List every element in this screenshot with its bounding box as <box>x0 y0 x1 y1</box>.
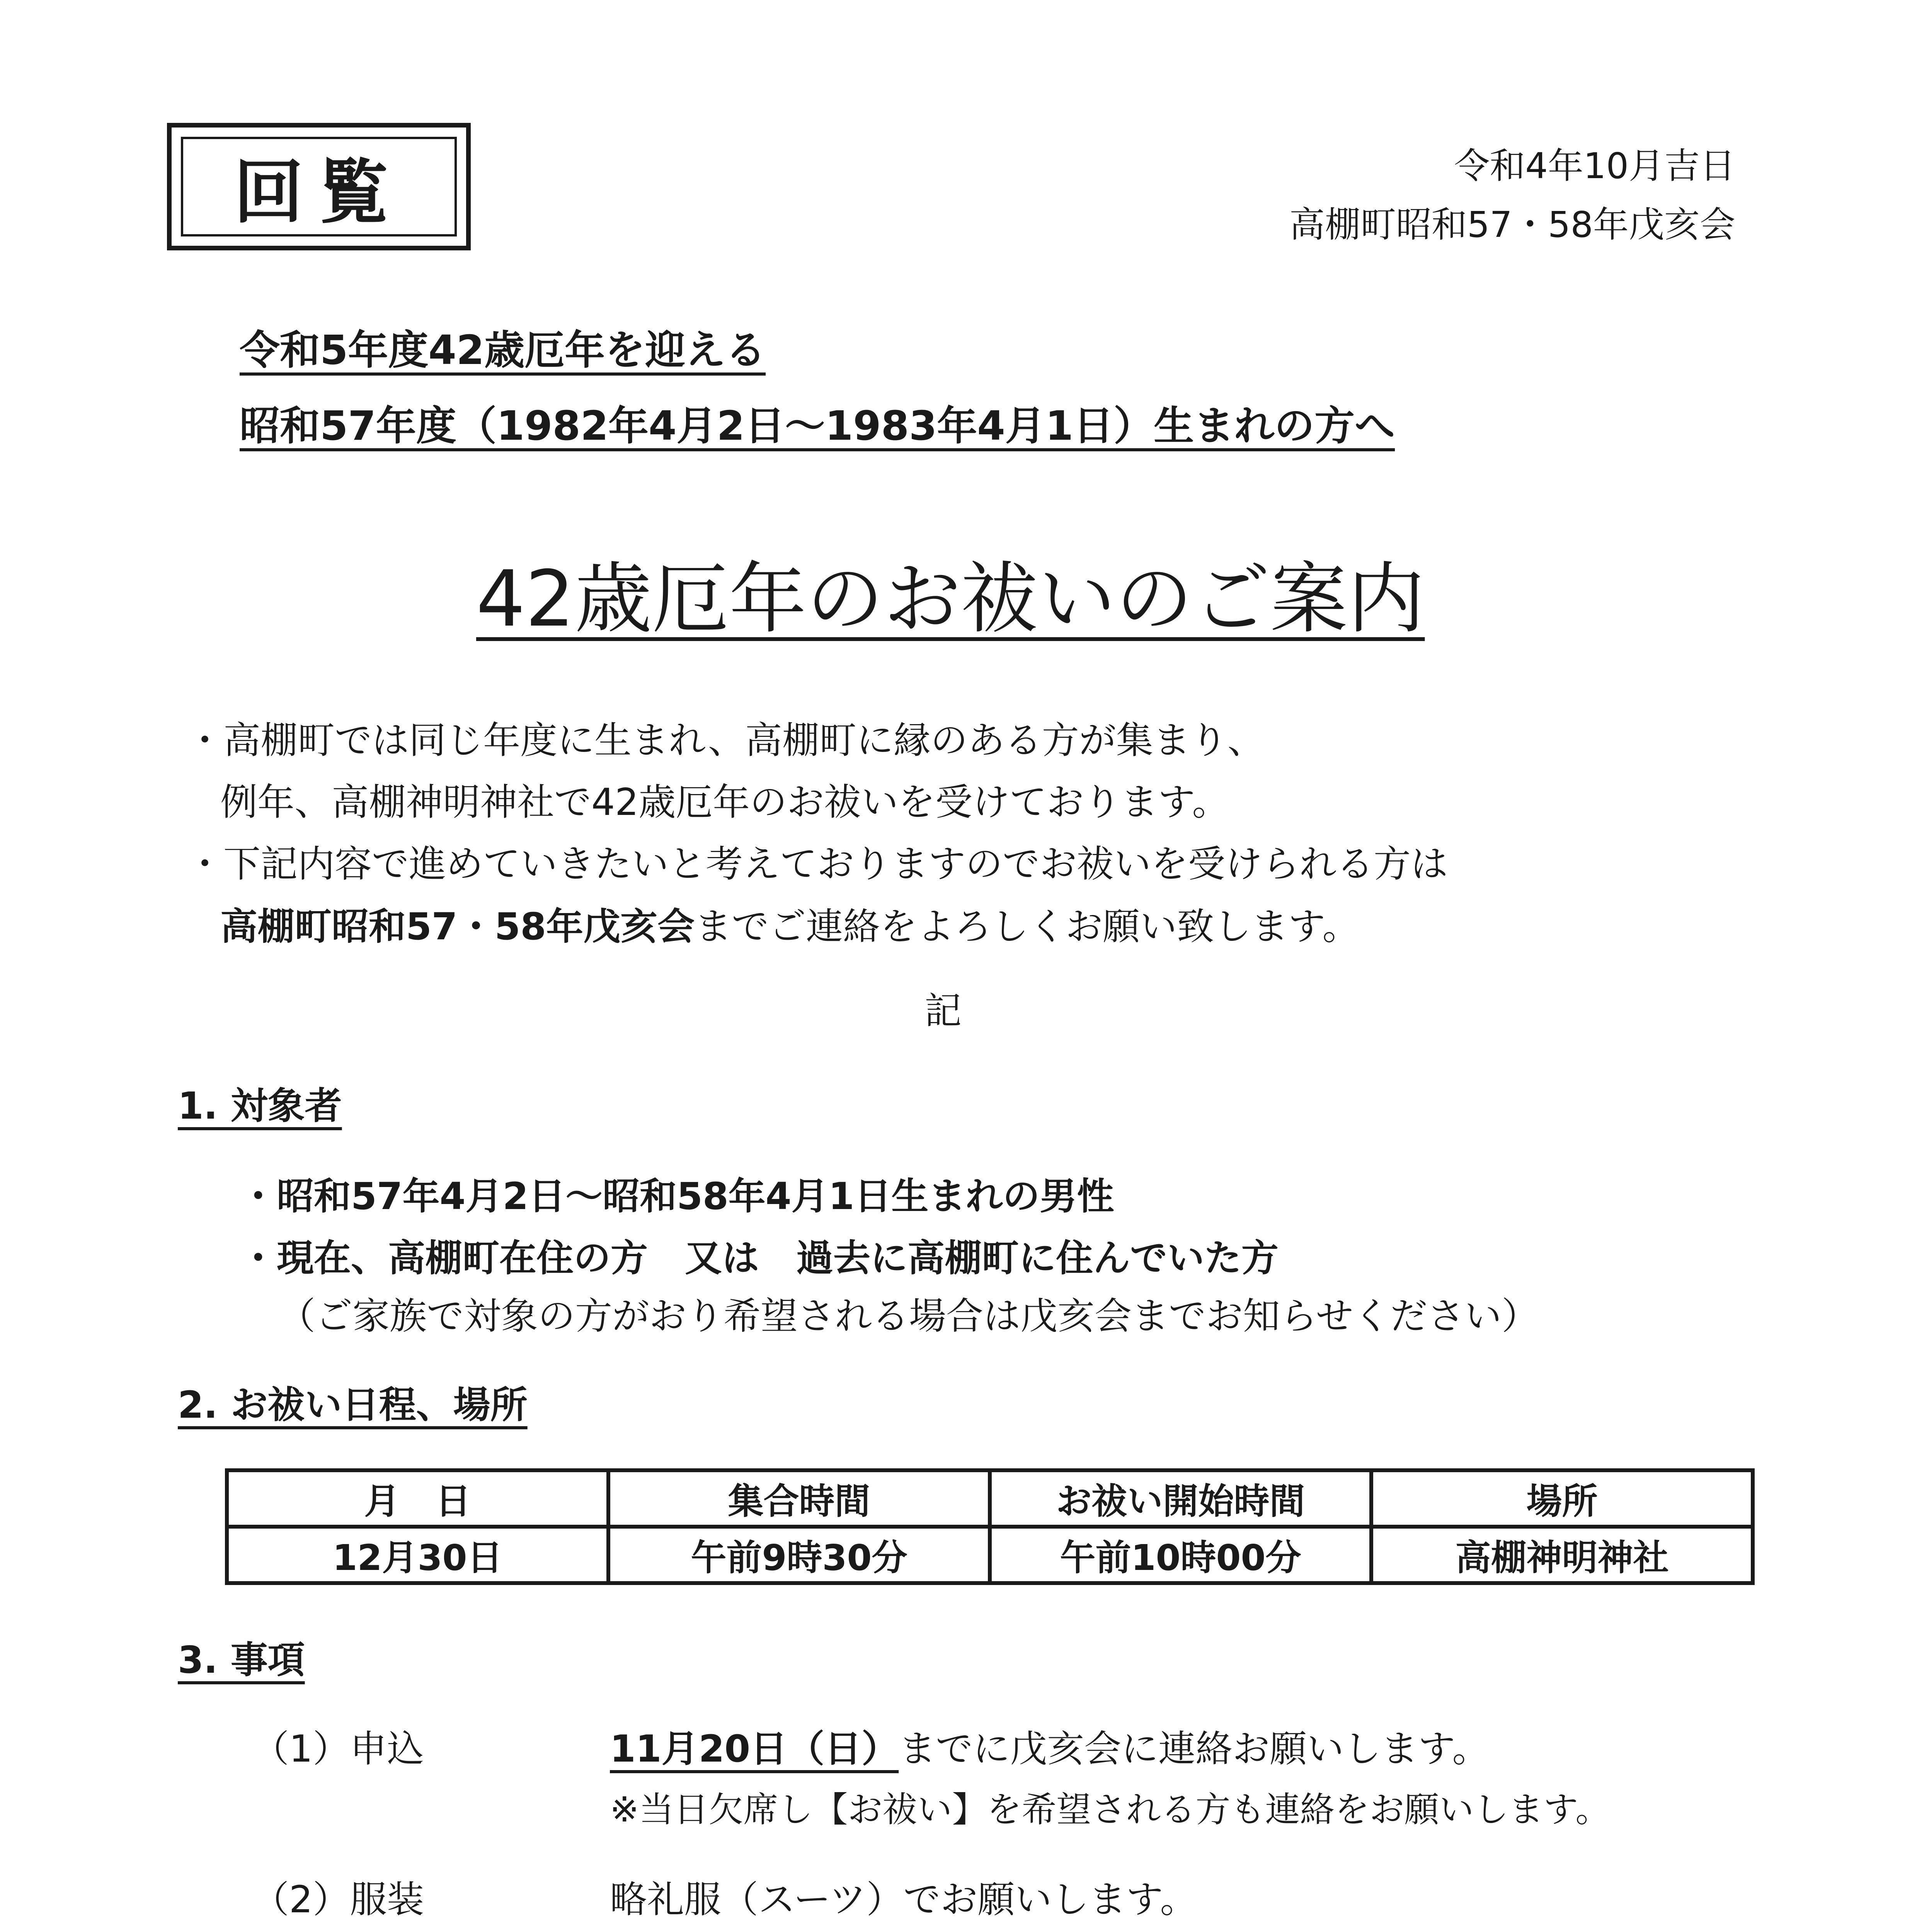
ki-marker: 記 <box>924 989 962 1032</box>
schedule-header-row <box>227 1470 1753 1527</box>
intro-line-1: 令和5年度42歳厄年を迎える <box>240 327 766 374</box>
item-1-label: （1）申込 <box>252 1727 424 1770</box>
paragraph-2-line-1: ・下記内容で進めていきたいと考えておりますのでお祓いを受けられる方は <box>186 842 1448 886</box>
circulation-stamp <box>167 123 471 250</box>
cell-place: 高棚神明神社 <box>1371 1527 1753 1583</box>
section-3-heading: 3. 事項 <box>178 1638 305 1682</box>
intro-line-2: 昭和57年度（1982年4月2日～1983年4月1日）生まれの方へ <box>240 402 1395 449</box>
section-1-bullet-1: ・昭和57年4月2日～昭和58年4月1日生まれの男性 <box>240 1175 1114 1218</box>
contact-org-bold: 高棚町昭和57・58年戊亥会 <box>220 905 695 948</box>
header-gather-time: 集合時間 <box>608 1470 990 1527</box>
cell-date: 12月30日 <box>227 1527 608 1583</box>
paragraph-1-line-2: 例年、高棚神明神社で42歳厄年のお祓いを受けております。 <box>220 781 1229 824</box>
section-1-bullet-2: ・現在、高棚町在住の方 又は 過去に高棚町に住んでいた方 <box>240 1236 1279 1280</box>
schedule-data-row <box>227 1527 1753 1583</box>
cell-gather-time: 午前9時30分 <box>608 1527 990 1583</box>
issuer-org: 高棚町昭和57・58年戊亥会 <box>1289 204 1735 245</box>
item-1-rest: までに戊亥会に連絡お願いします。 <box>899 1727 1490 1770</box>
section-1-heading: 1. 対象者 <box>178 1084 342 1128</box>
schedule-table <box>225 1468 1755 1585</box>
circulation-stamp-label: 回覧 <box>181 137 457 236</box>
issue-date: 令和4年10月吉日 <box>1454 145 1735 187</box>
document-title: 42歳厄年のお祓いのご案内 <box>476 554 1425 644</box>
cell-start-time: 午前10時00分 <box>990 1527 1371 1583</box>
paragraph-1-line-1: ・高棚町では同じ年度に生まれ、高棚町に縁のある方が集まり、 <box>186 719 1265 762</box>
item-1-text <box>610 1719 1490 1772</box>
header-start-time: お祓い開始時間 <box>990 1470 1371 1527</box>
item-1-note: ※当日欠席し【お祓い】を希望される方も連絡をお願いします。 <box>610 1789 1611 1830</box>
paragraph-2-line-2 <box>220 897 1360 950</box>
header-date: 月 日 <box>227 1470 608 1527</box>
deadline-date: 11月20日（日） <box>610 1727 899 1770</box>
section-2-heading: 2. お祓い日程、場所 <box>178 1383 528 1427</box>
item-2-label: （2）服装 <box>252 1878 424 1921</box>
section-1-note: （ご家族で対象の方がおり希望される場合は戊亥会までお知らせください） <box>278 1294 1539 1338</box>
header-place: 場所 <box>1371 1470 1753 1527</box>
paragraph-2-line-2-rest: までご連絡をよろしくお願い致します。 <box>695 905 1360 948</box>
item-2-text: 略礼服（スーツ）でお願いします。 <box>610 1878 1197 1921</box>
